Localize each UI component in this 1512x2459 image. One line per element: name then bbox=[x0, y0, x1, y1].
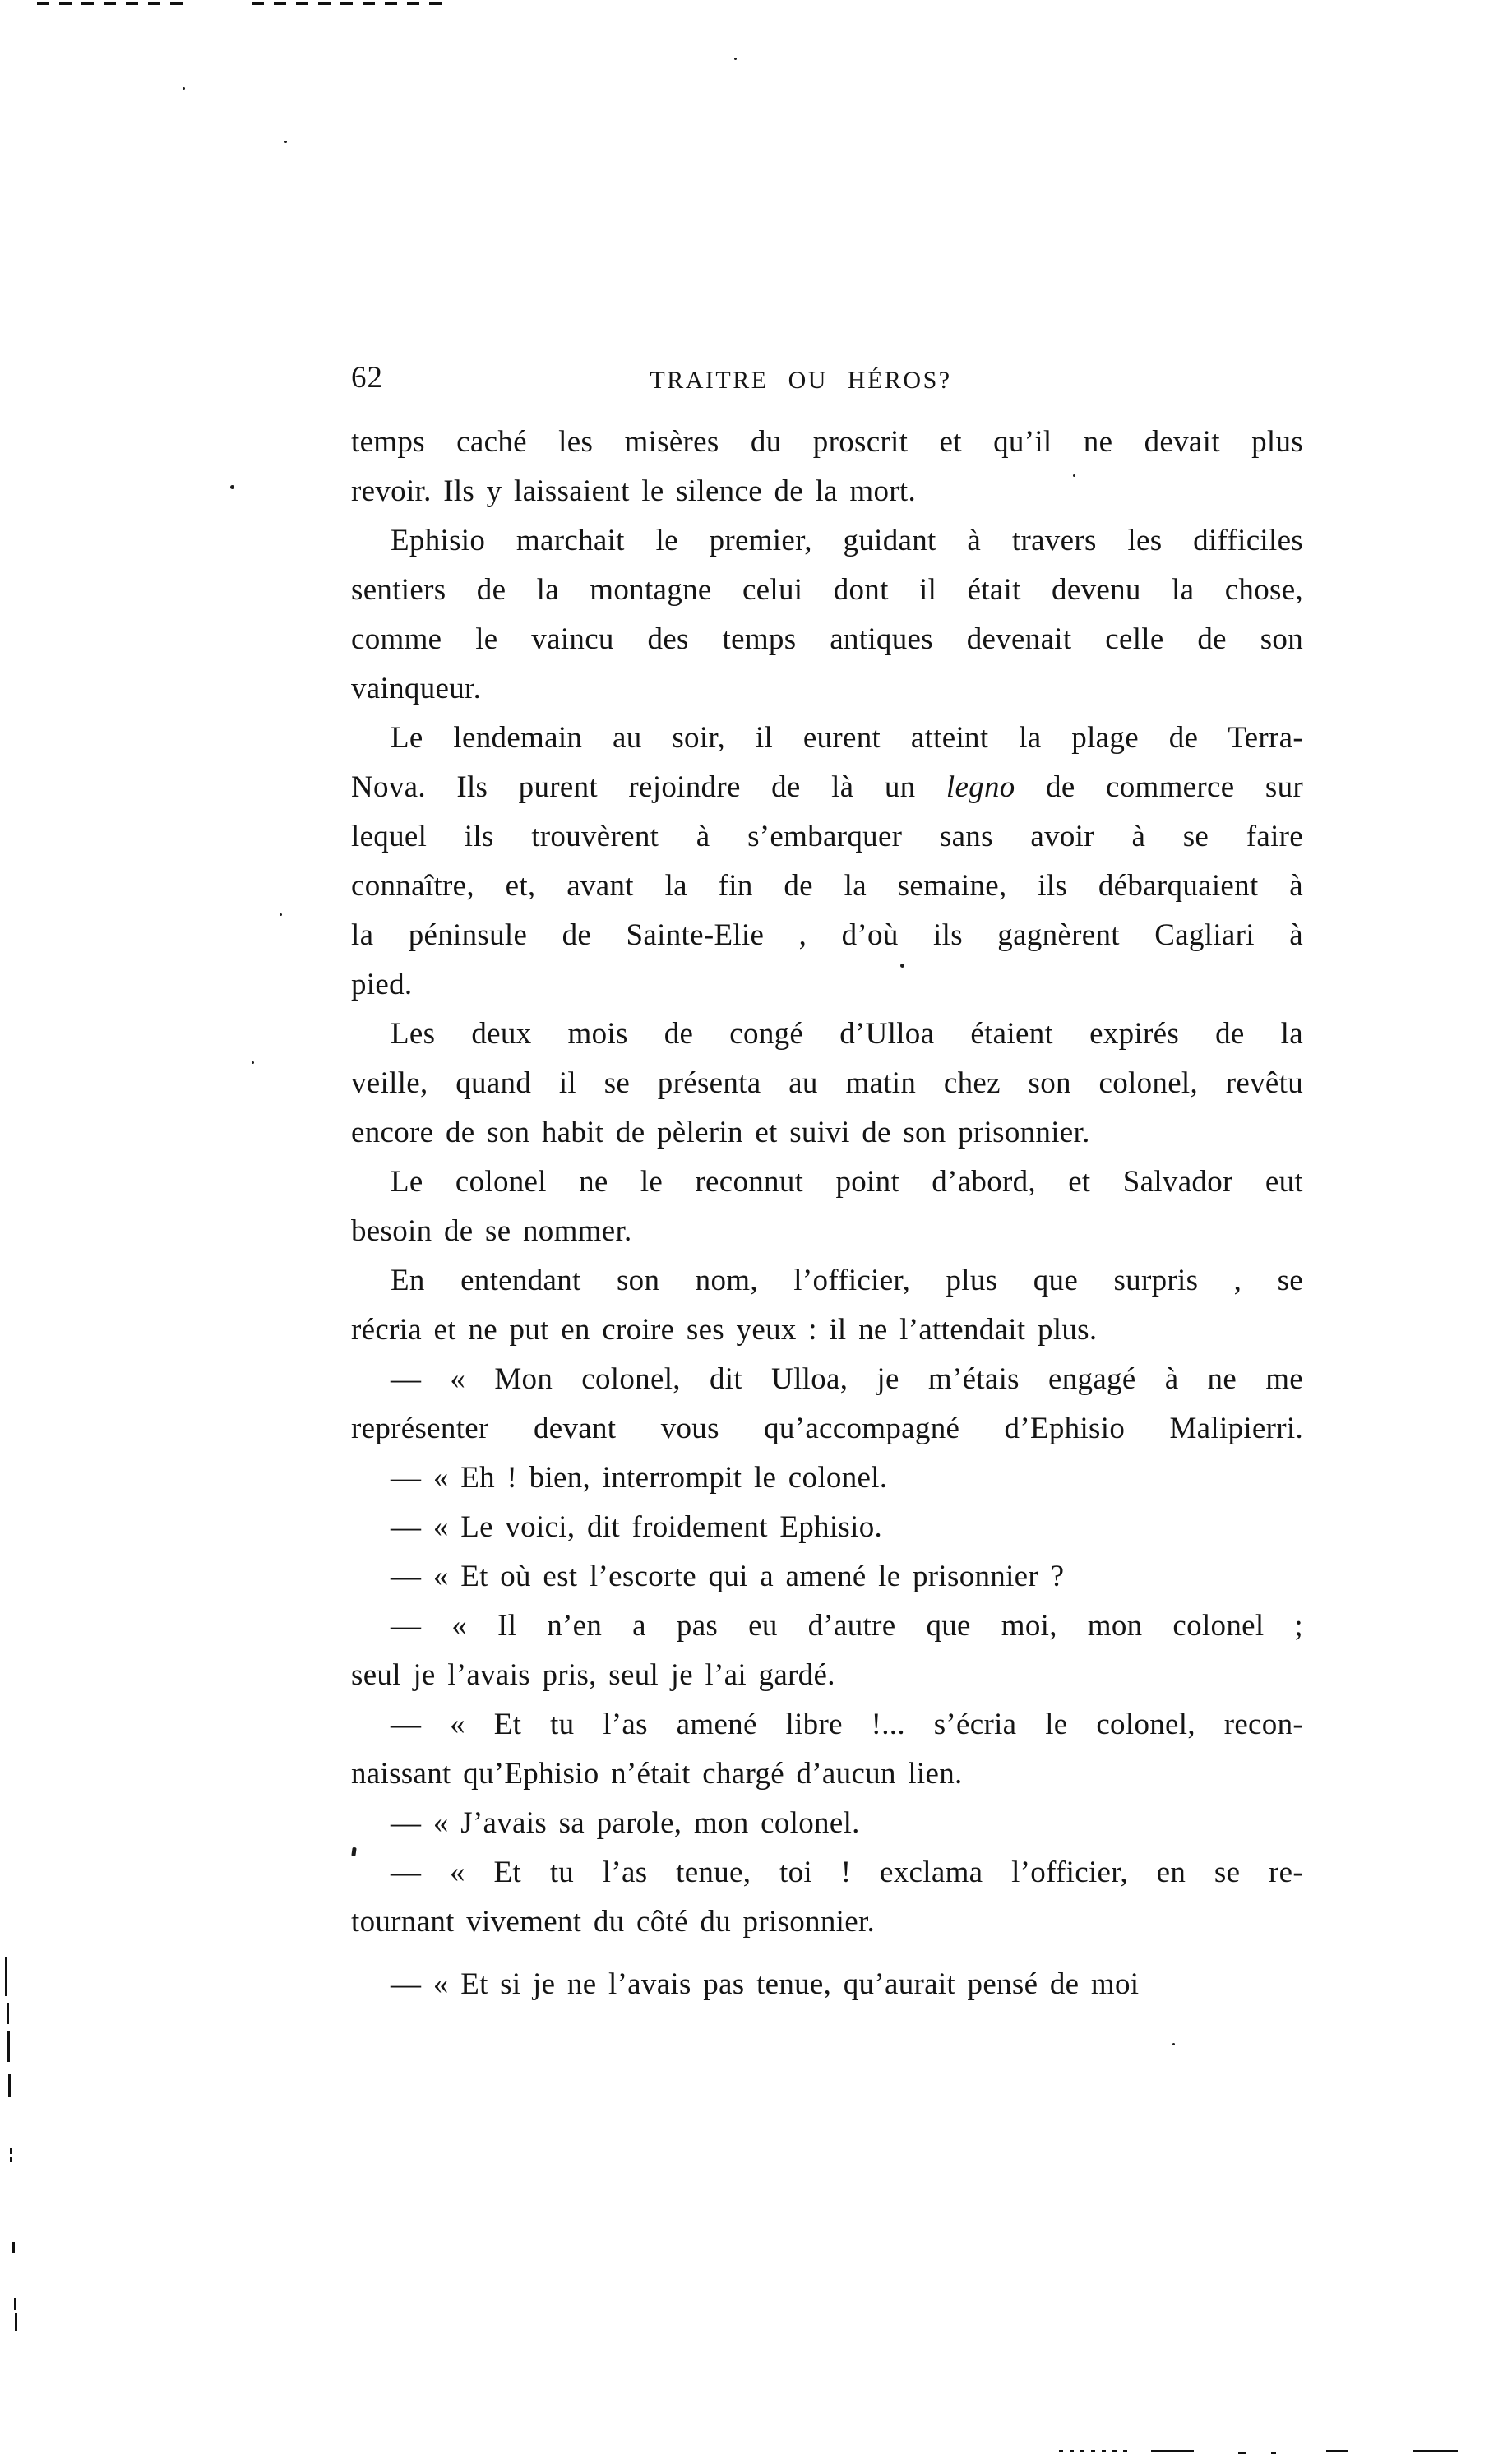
page-number: 62 bbox=[351, 361, 383, 395]
text-line: temps caché les misères du proscrit et qu’il ne devait plus bbox=[351, 425, 1303, 459]
scan-artifact-speck bbox=[230, 485, 234, 489]
scan-artifact-speck bbox=[280, 913, 282, 916]
text-line: — « Le voici, dit froidement Ephisio. bbox=[391, 1510, 883, 1544]
text-line: — « Et où est l’escorte qui a amené le prisonnier ? bbox=[391, 1560, 1065, 1593]
text-line: représenter devant vous qu’accompagné d’Ephisio Malipierri. bbox=[351, 1412, 1303, 1445]
text-line: — « Eh ! bien, interrompit le colonel. bbox=[391, 1461, 888, 1495]
text-line: connaître, et, avant la fin de la semaine, ils débarquaient à bbox=[351, 869, 1303, 903]
text-line: comme le vaincu des temps antiques devenait celle de son bbox=[351, 622, 1303, 656]
page-header bbox=[351, 360, 1303, 396]
text-line: — « Et tu l’as amené libre !... s’écria le colonel, recon- bbox=[391, 1708, 1303, 1741]
scan-artifact-left-tick bbox=[7, 2003, 9, 2024]
scan-artifact-left-tick bbox=[10, 2157, 12, 2162]
running-title: TRAITRE OU HÉROS? bbox=[650, 367, 952, 394]
text-line: — « Mon colonel, dit Ulloa, je m’étais engagé à ne me bbox=[391, 1362, 1303, 1396]
text-line: — « Et si je ne l’avais pas tenue, qu’aurait pensé de moi bbox=[391, 1967, 1140, 2001]
scan-artifact-speck bbox=[252, 1061, 254, 1064]
text-line: seul je l’avais pris, seul je l’ai gardé. bbox=[351, 1658, 835, 1692]
body-lines bbox=[351, 418, 1303, 2009]
scan-artifact-left-tick bbox=[5, 1957, 7, 1996]
scan-artifact-left-tick bbox=[8, 2074, 11, 2097]
text-line: Le lendemain au soir, il eurent atteint la plage de Terra- bbox=[391, 721, 1303, 755]
text-line: pied. bbox=[351, 968, 413, 1001]
text-line: lequel ils trouvèrent à s’embarquer sans avoir à se faire bbox=[351, 820, 1303, 853]
scan-artifact-speck bbox=[284, 141, 287, 143]
scan-artifact-speck bbox=[734, 58, 737, 60]
scan-artifact-speck bbox=[1172, 2043, 1175, 2045]
text-line: Ephisio marchait le premier, guidant à travers les difficiles bbox=[391, 524, 1303, 557]
scan-artifact-left-tick bbox=[14, 2298, 16, 2310]
text-line: encore de son habit de pèlerin et suivi de son prisonnier. bbox=[351, 1116, 1090, 1149]
scan-artifact-bottom-rule bbox=[1326, 2450, 1348, 2452]
text-line: En entendant son nom, l’officier, plus que surpris , se bbox=[391, 1264, 1303, 1297]
scan-artifact-bottom-rule bbox=[1238, 2452, 1246, 2454]
text-line: sentiers de la montagne celui dont il était devenu la chose, bbox=[351, 573, 1303, 607]
text-segment: de commerce sur bbox=[1015, 770, 1304, 804]
scan-artifact-left-tick bbox=[10, 2148, 12, 2154]
text-line: naissant qu’Ephisio n’était chargé d’aucun lien. bbox=[351, 1757, 963, 1791]
scan-artifact-speck bbox=[183, 87, 185, 90]
text-line: — « J’avais sa parole, mon colonel. bbox=[391, 1806, 860, 1840]
scan-artifact-left-tick bbox=[12, 2242, 15, 2253]
scan-artifact-top-rule-left bbox=[37, 2, 190, 5]
text-line: la péninsule de Sainte-Elie , d’où ils gagnèrent Cagliari à bbox=[351, 918, 1303, 952]
scan-artifact-left-tick bbox=[7, 2031, 10, 2062]
text-segment: Nova. Ils purent rejoindre de là un bbox=[351, 770, 946, 804]
scan-artifact-bottom-rule bbox=[1271, 2452, 1276, 2454]
scan-artifact-bottom-rule bbox=[1151, 2450, 1194, 2452]
text-line: Les deux mois de congé d’Ulloa étaient expirés de la bbox=[391, 1017, 1303, 1051]
text-line: revoir. Ils y laissaient le silence de la mort. bbox=[351, 474, 917, 508]
text-line: — « Il n’en a pas eu d’autre que moi, mon colonel ; bbox=[391, 1609, 1303, 1643]
scan-artifact-bottom-rule bbox=[1059, 2450, 1128, 2452]
text-line: récria et ne put en croire ses yeux : il ne l’attendait plus. bbox=[351, 1313, 1098, 1347]
text-line: Le colonel ne le reconnut point d’abord, et Salvador eut bbox=[391, 1165, 1303, 1199]
text-line bbox=[351, 763, 1303, 812]
scan-artifact-left-tick bbox=[15, 2313, 17, 2331]
scan-artifact-bottom-rule bbox=[1413, 2450, 1458, 2452]
text-block bbox=[351, 360, 1304, 2001]
text-line: vainqueur. bbox=[351, 672, 482, 705]
text-line: besoin de se nommer. bbox=[351, 1214, 632, 1248]
scan-artifact-top-rule-right bbox=[252, 2, 451, 5]
italic-word: legno bbox=[946, 770, 1015, 804]
text-line: — « Et tu l’as tenue, toi ! exclama l’officier, en se re- bbox=[391, 1856, 1303, 1889]
text-line: veille, quand il se présenta au matin chez son colonel, revêtu bbox=[351, 1066, 1303, 1100]
text-line: tournant vivement du côté du prisonnier. bbox=[351, 1905, 876, 1939]
